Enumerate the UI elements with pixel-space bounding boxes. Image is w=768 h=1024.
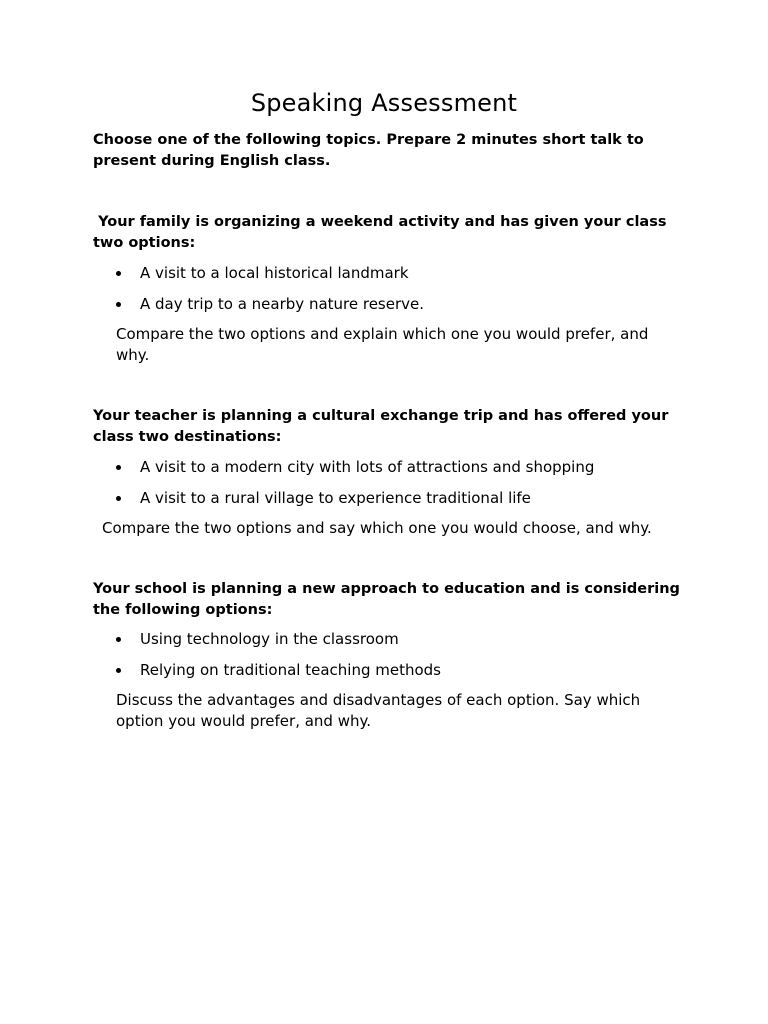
bullet-icon	[116, 302, 121, 307]
topic-1-prompt: Your family is organizing a weekend activity and has given your class two options:	[93, 214, 672, 251]
list-item	[116, 629, 676, 660]
topic-3-instruction: Discuss the advantages and disadvantages of each option. Say which option you would prefer, and why.	[116, 691, 641, 730]
page-title: Speaking Assessment	[250, 89, 518, 117]
option-label: Using technology in the classroom	[140, 630, 399, 648]
bullet-icon	[116, 637, 121, 642]
option-label: A visit to a local historical landmark	[140, 264, 409, 282]
topic-3-prompt: Your school is planning a new approach to education and is considering the following options:	[93, 581, 680, 618]
topic-1-instruction: Compare the two options and explain which one you would prefer, and why.	[116, 325, 649, 364]
list-item	[116, 294, 676, 325]
list-item	[116, 263, 676, 294]
list-item	[116, 660, 676, 691]
list-item	[116, 457, 676, 488]
option-label: Relying on traditional teaching methods	[140, 661, 441, 679]
topic-2-instruction: Compare the two options and say which one you would choose, and why.	[102, 519, 652, 537]
bullet-icon	[116, 496, 121, 501]
option-label: A day trip to a nearby nature reserve.	[140, 295, 425, 313]
topic-2-options	[116, 457, 676, 519]
intro-instructions: Choose one of the following topics. Prepare 2 minutes short talk to present during English class.	[93, 132, 644, 169]
topic-3-options	[116, 629, 676, 691]
bullet-icon	[116, 668, 121, 673]
bullet-icon	[116, 271, 121, 276]
option-label: A visit to a rural village to experience traditional life	[140, 489, 531, 507]
topic-2-prompt: Your teacher is planning a cultural exchange trip and has offered your class two destinations:	[93, 408, 669, 445]
topic-1-options	[116, 263, 676, 325]
option-label: A visit to a modern city with lots of attractions and shopping	[140, 458, 595, 476]
list-item	[116, 488, 676, 519]
bullet-icon	[116, 465, 121, 470]
